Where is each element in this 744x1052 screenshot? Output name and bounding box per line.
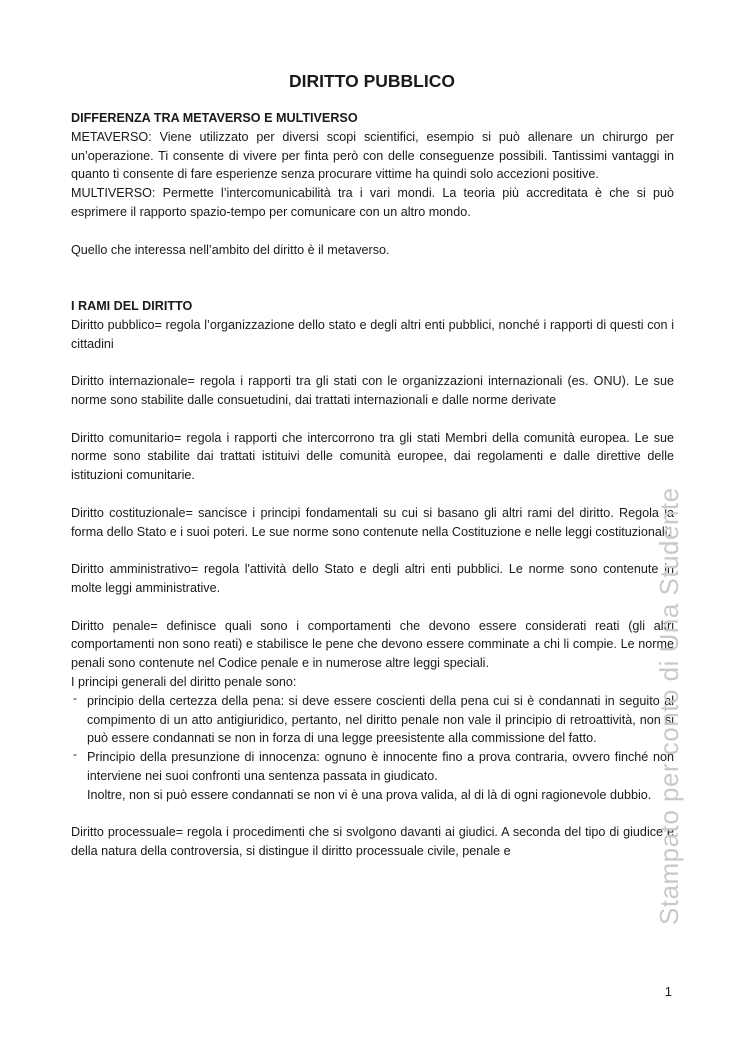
paragraph-metaverso: METAVERSO: Viene utilizzato per diversi scopi scientifici, esempio si può allenare un chirurgo per un’operazione. Ti consente di vivere per finta però con delle conseguenze possibili. Tantissimi vantaggi in quanto ti consente di fare esperienze senza procurare vittime ha quindi solo accezioni positive. [71,129,674,182]
page-number: 1 [664,984,672,999]
paragraph-diritto-comunitario: Diritto comunitario= regola i rapporti che intercorrono tra gli stati Membri della comunità europea. Le sue norme sono stabilite dai trattati istituivi delle comunità europee, dai regolamenti e dalle direttive delle istituzioni comunitarie. [71,430,674,483]
paragraph-diritto-pubblico: Diritto pubblico= regola l’organizzazione dello stato e degli altri enti pubblici, nonché i rapporti di questi con i cittadini [71,317,674,351]
list-item-continuation: Inoltre, non si può essere condannati se non vi è una prova valida, al di là di ogni ragionevole dubbio. [87,787,652,802]
paragraph-diritto-amministrativo: Diritto amministrativo= regola l'attività dello Stato e degli altri enti pubblici. Le norme sono contenute in molte leggi amministrative. [71,562,674,595]
paragraph-multiverso: MULTIVERSO: Permette l’intercomunicabilità tra i vari mondi. La teoria più accreditata è che si può esprimere il rapporto spazio-tempo per comunicare con un altro mondo. [71,186,674,219]
paragraph-diritto-penale: Diritto penale= definisce quali sono i comportamenti che devono essere considerati reati (gli altri comportamenti non sono reati) e stabilisce le pene che devono essere comminate a chi li compie. Le norme penali sono contenute nel Codice penale e in numerose altre leggi speciali. [71,618,674,671]
section-heading-rami: I RAMI DEL DIRITTO [71,298,193,313]
list-item: - principio della certezza della pena: si deve essere coscienti della pena cui si è condannati in seguito al compimento di un atto antigiuridico, pertanto, nel diritto penale non vale il principio di retroattività, non si può essere condannati se non in forza di una legge preesistente alla commissione del fatto. [71,692,674,748]
watermark: Stampato per conto di Una Studente [654,487,684,925]
list-item-text: Principio della presunzione di innocenza: ognuno è innocente fino a prova contraria, ovvero finché non interviene nei suoi confronti una sentenza passata in giudicato. [87,750,674,783]
list-item [71,748,674,804]
principi-intro: I principi generali del diritto penale sono: [71,674,297,689]
paragraph-diritto-costituzionale: Diritto costituzionale= sancisce i principi fondamentali su cui si basano gli altri rami del diritto. Regola la forma dello Stato e i suoi poteri. Le sue norme sono contenute nella Costituzione e nelle leggi costituzionali. [71,505,674,539]
paragraph-diritto-internazionale: Diritto internazionale= regola i rapporti tra gli stati con le organizzazioni internazionali (es. ONU). Le sue norme sono stabilite dalle consuetudini, dai trattati internazionali e dalle norme derivate [71,374,674,407]
page-title: DIRITTO PUBBLICO [289,71,455,91]
section-heading-metaverso: DIFFERENZA TRA METAVERSO E MULTIVERSO [71,111,358,125]
paragraph-conclusione: Quello che interessa nell’ambito del diritto è il metaverso. [71,242,390,257]
document-body [71,109,674,861]
principi-list [71,692,674,805]
paragraph-diritto-processuale: Diritto processuale= regola i procedimenti che si svolgono davanti ai giudici. A seconda del tipo di giudice e della natura della controversia, si distingue il diritto processuale civile, penale e [71,825,674,859]
